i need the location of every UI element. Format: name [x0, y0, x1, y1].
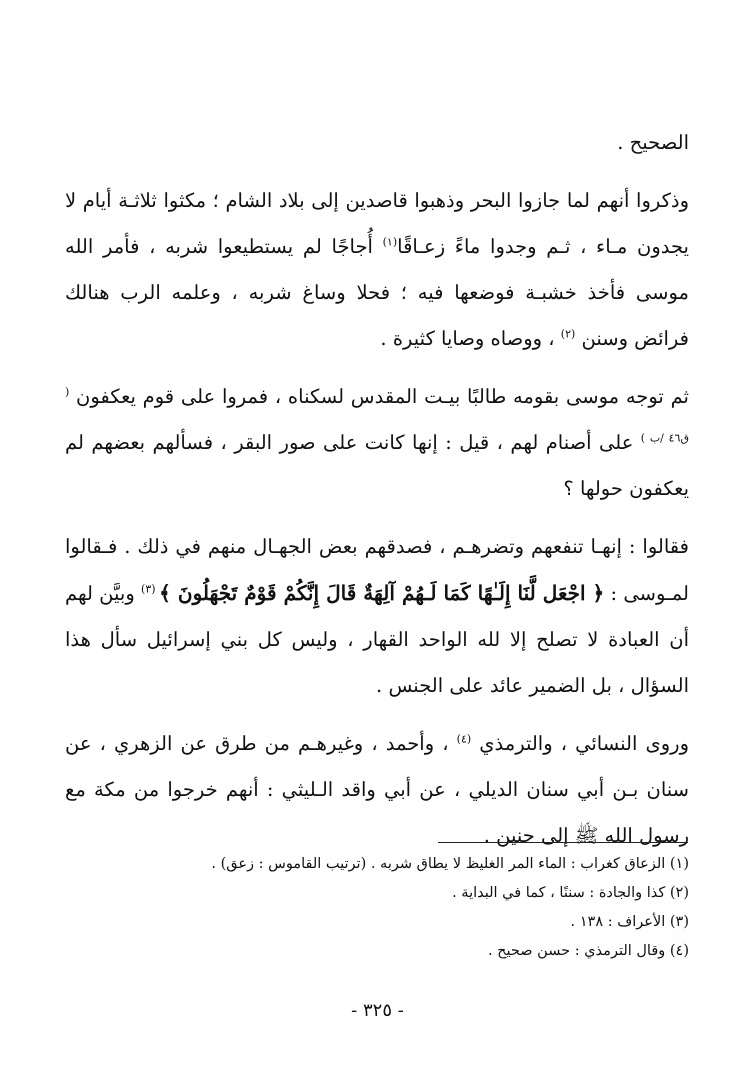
paragraph-3-text: ثم توجه موسى بقومه طالبًا بيـت المقدس لسكناه ، فمروا على قوم يعكفون	[69, 385, 689, 408]
paragraph-1-text: الصحيح .	[617, 131, 689, 154]
footnote-ref-3[interactable]: (٣)	[141, 582, 160, 596]
footnote-2: (٢) كذا والجادة : سننًا ، كما في البداية .	[452, 885, 689, 901]
page-number: - ٣٢٥ -	[351, 1000, 404, 1021]
footnote-divider	[438, 842, 688, 843]
paragraph-4	[65, 524, 689, 709]
paragraph-2-tail: أُجاجًا لم يستطيعوا شربه ، فأمر الله موسى فأخذ خشبـة فوضعها فيه ؛ فحلا وساغ شربه ، وعلمه الرب هنالك فرائض وسنن	[65, 235, 689, 350]
paragraph-2	[65, 178, 689, 362]
footnote-ref-4[interactable]: (٤)	[456, 732, 472, 746]
paragraph-2-text: وذكروا أنهم لما جازوا البحر وذهبوا قاصدين إلى بلاد الشام ؛ مكثوا ثلاثـة أيام لا يجدون مـاء ، ثـم وجدوا ماءً زعـاقًا	[65, 189, 689, 258]
manuscript-marker: ( ق٤٦ /ب )	[65, 385, 689, 445]
paragraph-5-text: وروى النسائي ، والترمذي	[471, 732, 690, 755]
main-text	[65, 120, 689, 859]
paragraph-1	[65, 120, 689, 166]
paragraph-4-tail: وبيَّن لهم أن العبادة لا تصلح إلا لله الواحد القهار ، وليس كل بني إسرائيل سأل هذا السؤال ، بل الضمير عائد على الجنس .	[65, 582, 689, 697]
paragraph-3-tail: على أصنام لهم ، قيل : إنها كانت على صور البقر ، فسألهم بعضهم لم يعكفون حولها ؟	[65, 431, 689, 500]
footnote-4: (٤) وقال الترمذي : حسن صحيح .	[487, 943, 689, 959]
footnote-3: (٣) الأعراف : ١٣٨ .	[570, 914, 689, 930]
footnote-ref-2[interactable]: (٢)	[560, 327, 576, 341]
paragraph-5	[65, 721, 689, 859]
paragraph-3	[65, 374, 689, 512]
footnotes	[65, 850, 689, 966]
paragraph-2-tail-2: ، ووصاه وصايا كثيرة .	[380, 327, 561, 350]
footnote-1: (١) الزعاق كغراب : الماء المر الغليظ لا يطاق شربه . (ترتيب القاموس : زعق) .	[211, 856, 689, 872]
paragraph-4-text: فقالوا : إنهـا تنفعهم وتضرهـم ، فصدقهم بعض الجهـال منهم في ذلك . فـقالوا لمـوسى :	[65, 535, 689, 605]
paragraph-5-tail: ، وأحمد ، وغيرهـم من طرق عن الزهري ، عن سنان بـن أبي سنان الديلي ، عن أبي واقد الـليثي : أنهم خرجوا من مكة مع رسول الله ﷺ إلى حنين .	[65, 732, 689, 847]
footnote-ref-1[interactable]: (١)	[382, 235, 398, 249]
quran-verse: ﴿ اجْعَل لَّنَا إِلَـٰهًا كَمَا لَـهُمْ آلِهَةٌ قَالَ إِنَّكُمْ قَوْمٌ تَجْهَلُونَ ﴾	[159, 581, 605, 605]
